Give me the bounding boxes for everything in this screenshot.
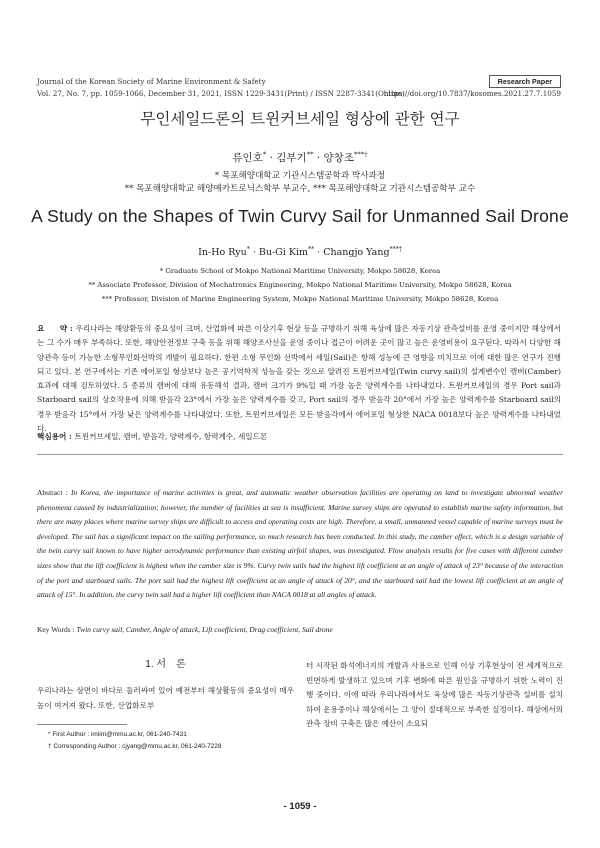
author-1-mark: * <box>246 246 250 253</box>
author-separator: · <box>266 152 277 164</box>
journal-name: Journal of the Korean Society of Marine Environment & Safety <box>37 77 266 86</box>
footnote-divider <box>37 724 127 725</box>
korean-affiliation-1: * 목포해양대학교 기관시스템공학과 박사과정 <box>214 171 386 181</box>
english-affiliation-2: ** Associate Professor, Division of Mechatronics Engineering, Mokpo National Maritime University, Mokpo 58628, Korea <box>88 281 512 289</box>
body-left-column: 우리나라는 삼면이 바다로 둘러싸여 있어 예전부터 해상활동의 중요성이 매우 높이 여겨져 왔다. 또한, 산업화로부 <box>37 686 294 710</box>
doi-link[interactable]: https://doi.org/10.7837/kosomes.2021.27.7.1059 <box>383 89 561 98</box>
author-3: Changjo Yang <box>323 247 390 259</box>
volume-info: Vol. 27, No. 7, pp. 1059-1066, December 31, 2021, ISSN 1229-3431(Print) / ISSN 2287-3341(Online) <box>37 89 405 98</box>
divider <box>37 454 563 455</box>
english-affiliation-1: * Graduate School of Mokpo National Maritime University, Mokpo 58628, Korea <box>159 267 441 275</box>
english-abstract-label: Abstract : <box>37 488 71 497</box>
korean-keywords-label: 핵심용어 : <box>37 432 75 441</box>
page-number: - 1059 - <box>283 801 317 812</box>
korean-title: 무인세일드론의 트윈커브세일 형상에 관한 연구 <box>140 110 460 128</box>
author-separator: · <box>314 247 324 259</box>
korean-abstract <box>37 322 561 436</box>
korean-authors <box>0 150 600 165</box>
author-3: 양창조 <box>323 152 354 164</box>
footnote-corresponding-author: † Corresponding Author : cjyang@mmu.ac.kr, 061-240-7228 <box>48 743 222 750</box>
body-right-column: 터 시작된 화석에너지의 개발과 사용으로 인해 이상 기후현상이 전 세계적으로 빈번하게 발생하고 있으며 기후 변화에 따른 원인을 규명하기 위한 노력이 진행 중이다. 이에 따라 우리나라에서도 육상에 많은 자동기상관측 설비를 설치하여 운용중이나 해상에서는 그 양이 절대적으로 부족한 실정이다. 해상에서의 관측 장비 구축은 많은 예산이 소요되 <box>306 661 563 728</box>
korean-keywords-text: 트윈커브세일, 캠버, 받음각, 양력계수, 항력계수, 세일드론 <box>74 432 268 441</box>
english-affiliation-3: *** Professor, Division of Marine Engineering System, Mokpo National Maritime University, Mokpo 58628, Korea <box>101 295 499 303</box>
english-keywords <box>37 625 333 634</box>
author-2-mark: ** <box>307 246 315 253</box>
author-3-mark: ***† <box>353 150 368 159</box>
english-keywords-text: Twin curvy sail, Camber, Angle of attack, Lift coefficient, Drag coefficient, Sail drone <box>76 625 333 634</box>
author-2: 김부기 <box>276 152 307 164</box>
english-keywords-label: Key Words : <box>37 625 77 634</box>
english-title: A Study on the Shapes of Twin Curvy Sail for Unmanned Sail Drone <box>31 206 569 226</box>
english-authors <box>0 246 600 258</box>
author-1: 류인호 <box>232 152 263 164</box>
author-separator: · <box>313 152 324 164</box>
author-1: In-Ho Ryu <box>198 247 247 259</box>
author-2: Bu-Gi Kim <box>258 247 308 259</box>
korean-abstract-text: 우리나라는 해양환동의 중요성이 크며, 산업화에 따른 이상기후 현상 등을 규명하기 위해 육상에 많은 자동기상 관측설비를 운영 중이지만 해상에서는 그 수가 매우 부족하다. 또한, 해양안전정보 구축 등을 위해 해양조사선을 운영 중이나 접근이 어려운 곳이 많고 높은 운영비용이 요구된다. 따라서 다양한 해양관측 등이 가능한 소형무인화선박의 개발이 필요하다. 한편 소형 무인화 선박에서 세일(Sail)은 항해 성능에 큰 영향을 미치므로 이에 대한 많은 연구가 진행되고 있다. 본 연구에서는 기존 에어포일 형상보다 높은 공기역학적 성능을 갖는 것으로 알려진 트윈커브세일(Twin curvy sail)의 설계변수인 캠버(Camber)효과에 대해 검토하였다. 5 종류의 캠버에 대해 유동해석 결과, 캠버 크기가 9%일 때 가장 높은 양력계수를 나타내었다. 트윈커브세일의 경우 Port sail과 Starboard sail의 상호작용에 의해 받음각 23°에서 가장 높은 양력계수를 갖고, Port sail의 경우 받음각 20°에서 가장 높은 양력계수를 Starboard sail의 경우 받음각 15°에서 가장 낮은 양력계수를 나타내었다. 또한, 트윈커브세일은 모든 받음각에서 에어포일 형상한 NACA 0018보다 높은 양력계수를 나타내었다. <box>37 324 561 434</box>
footnote-first-author: * First Author : imiim@mmu.ac.kr, 061-240-7431 <box>48 731 187 738</box>
korean-abstract-label: 요 약 : <box>37 324 76 333</box>
korean-keywords <box>37 431 267 442</box>
korean-affiliation-2: ** 목포해양대학교 해양메카트로닉스학부 부교수, *** 목포해양대학교 기관시스템공학부 교수 <box>124 184 476 194</box>
author-separator: · <box>249 247 259 259</box>
section-heading: 1. 서 론 <box>145 659 186 670</box>
english-abstract-text: In Korea, the importance of marine activities is great, and automatic weather observation facilities are operating on land to investigate abnormal weather phenomena caused by industrialization; however, the number of facilities at sea is insufficient. Marine survey ships are operated to establish marine safety information, but there are many places where marine survey ships are difficult to access and operating costs are high. Therefore, a small, unmanned vessel capable of marine surveys must be developed. The sail has a significant impact on the sailing performance, so much research has been conducted. In this study, the camber effect, which is a design variable of the twin curvy sail known to have higher aerodynamic performance than existing airfoil shapes, was investigated. Flow analysis results for five cases with different camber sizes show that the lift coefficient is highest when the camber size is 9%. Curvy twin sails had the highest lift coefficient at an angle of attack of 23° because of the interaction of the port and starboard sails. The port sail had the highest lift coefficient at an angle of attack of 20°, and the starboard sail had the lowest lift coefficient at an angle of attack of 15°. In addition, the curvy twin sail had a higher lift coefficient than NACA 0018 at all angles of attack. <box>37 488 564 600</box>
author-3-mark: ***† <box>389 246 402 253</box>
article-type-badge: Research Paper <box>489 75 561 88</box>
author-2-mark: ** <box>306 150 314 159</box>
author-1-mark: * <box>262 150 267 159</box>
english-abstract <box>37 486 563 603</box>
